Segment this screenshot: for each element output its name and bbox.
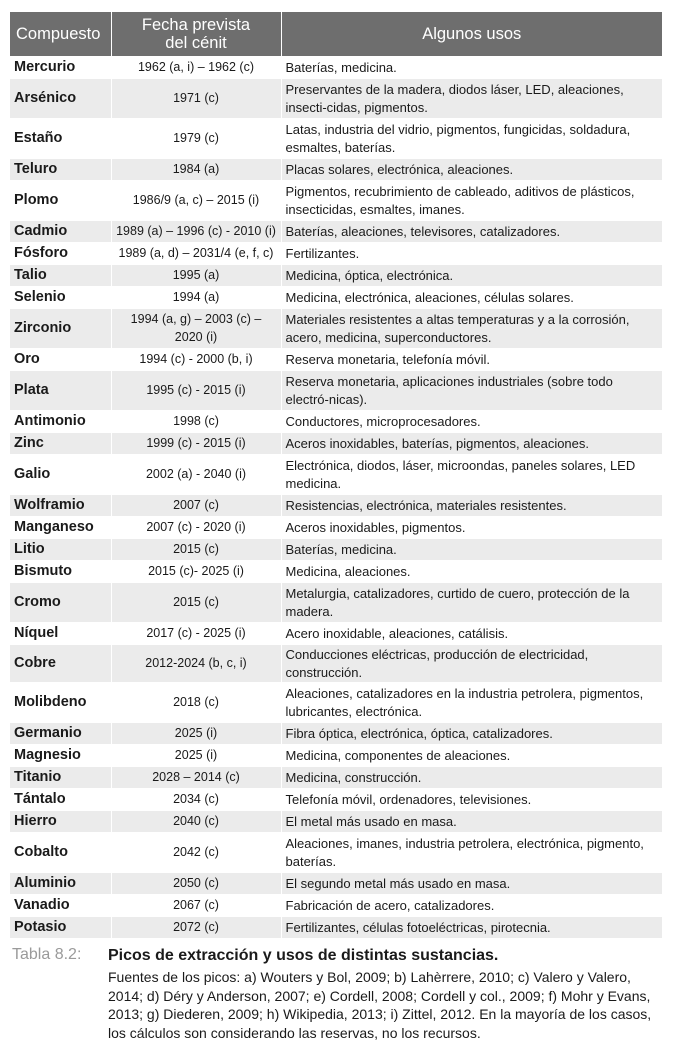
cell-date: 1989 (a, d) – 2031/4 (e, f, c) bbox=[111, 243, 281, 265]
cell-compound: Zinc bbox=[10, 433, 111, 455]
cell-compound: Vanadio bbox=[10, 895, 111, 917]
cell-compound: Cobre bbox=[10, 645, 111, 683]
table-row bbox=[10, 79, 662, 119]
cell-date: 2025 (i) bbox=[111, 745, 281, 767]
cell-date: 2040 (c) bbox=[111, 811, 281, 833]
cell-compound: Antimonio bbox=[10, 411, 111, 433]
cell-uses: Medicina, aleaciones. bbox=[281, 561, 662, 583]
cell-date: 2007 (c) - 2020 (i) bbox=[111, 517, 281, 539]
cell-uses: El segundo metal más usado en masa. bbox=[281, 873, 662, 895]
cell-date: 2012-2024 (b, c, i) bbox=[111, 645, 281, 683]
cell-compound: Cadmio bbox=[10, 221, 111, 243]
cell-uses: Medicina, componentes de aleaciones. bbox=[281, 745, 662, 767]
table-row bbox=[10, 895, 662, 917]
table-row bbox=[10, 539, 662, 561]
cell-uses: Placas solares, electrónica, aleaciones. bbox=[281, 159, 662, 181]
cell-uses: Fibra óptica, electrónica, óptica, catalizadores. bbox=[281, 723, 662, 745]
cell-date: 2015 (c) bbox=[111, 539, 281, 561]
table-row bbox=[10, 683, 662, 723]
table-row bbox=[10, 561, 662, 583]
cell-uses: Preservantes de la madera, diodos láser, LED, aleaciones, insecti-cidas, pigmentos. bbox=[281, 79, 662, 119]
table-row bbox=[10, 309, 662, 349]
cell-compound: Cobalto bbox=[10, 833, 111, 873]
cell-uses: Medicina, electrónica, aleaciones, células solares. bbox=[281, 287, 662, 309]
cell-uses: Conductores, microprocesadores. bbox=[281, 411, 662, 433]
table-row bbox=[10, 243, 662, 265]
table-row bbox=[10, 411, 662, 433]
cell-date: 2015 (c) bbox=[111, 583, 281, 623]
data-table bbox=[10, 12, 662, 938]
cell-date: 1994 (a) bbox=[111, 287, 281, 309]
table-row bbox=[10, 745, 662, 767]
cell-uses: Electrónica, diodos, láser, microondas, paneles solares, LED medicina. bbox=[281, 455, 662, 495]
table-row bbox=[10, 455, 662, 495]
cell-uses: Fabricación de acero, catalizadores. bbox=[281, 895, 662, 917]
cell-compound: Galio bbox=[10, 455, 111, 495]
cell-uses: Fertilizantes, células fotoeléctricas, pirotecnia. bbox=[281, 917, 662, 939]
cell-uses: Baterías, medicina. bbox=[281, 57, 662, 79]
table-row bbox=[10, 723, 662, 745]
cell-uses: Aceros inoxidables, baterías, pigmentos, aleaciones. bbox=[281, 433, 662, 455]
cell-date: 1986/9 (a, c) – 2015 (i) bbox=[111, 181, 281, 221]
cell-date: 1971 (c) bbox=[111, 79, 281, 119]
cell-compound: Hierro bbox=[10, 811, 111, 833]
cell-compound: Plomo bbox=[10, 181, 111, 221]
cell-uses: Medicina, construcción. bbox=[281, 767, 662, 789]
cell-compound: Aluminio bbox=[10, 873, 111, 895]
cell-uses: Reserva monetaria, telefonía móvil. bbox=[281, 349, 662, 371]
cell-date: 2025 (i) bbox=[111, 723, 281, 745]
header-date bbox=[111, 12, 281, 57]
cell-uses: Medicina, óptica, electrónica. bbox=[281, 265, 662, 287]
caption-label: Tabla 8.2: bbox=[12, 946, 82, 963]
cell-date: 2042 (c) bbox=[111, 833, 281, 873]
table-row bbox=[10, 371, 662, 411]
cell-compound: Estaño bbox=[10, 119, 111, 159]
cell-date: 1962 (a, i) – 1962 (c) bbox=[111, 57, 281, 79]
cell-date: 1999 (c) - 2015 (i) bbox=[111, 433, 281, 455]
header-row bbox=[10, 12, 662, 57]
table-header bbox=[10, 12, 662, 57]
cell-compound: Cromo bbox=[10, 583, 111, 623]
cell-date: 1998 (c) bbox=[111, 411, 281, 433]
cell-compound: Oro bbox=[10, 349, 111, 371]
caption-body bbox=[108, 946, 668, 1042]
cell-compound: Wolframio bbox=[10, 495, 111, 517]
cell-date: 2028 – 2014 (c) bbox=[111, 767, 281, 789]
cell-compound: Talio bbox=[10, 265, 111, 287]
cell-date: 1984 (a) bbox=[111, 159, 281, 181]
cell-compound: Litio bbox=[10, 539, 111, 561]
table-row bbox=[10, 265, 662, 287]
cell-date: 1989 (a) – 1996 (c) - 2010 (i) bbox=[111, 221, 281, 243]
cell-date: 2050 (c) bbox=[111, 873, 281, 895]
cell-date: 1995 (a) bbox=[111, 265, 281, 287]
table-row bbox=[10, 119, 662, 159]
table-row bbox=[10, 623, 662, 645]
cell-date: 2007 (c) bbox=[111, 495, 281, 517]
table-row bbox=[10, 181, 662, 221]
cell-compound: Plata bbox=[10, 371, 111, 411]
cell-uses: Materiales resistentes a altas temperaturas y a la corrosión, acero, medicina, superconductores. bbox=[281, 309, 662, 349]
cell-uses: Telefonía móvil, ordenadores, televisiones. bbox=[281, 789, 662, 811]
table-row bbox=[10, 221, 662, 243]
table-row bbox=[10, 583, 662, 623]
cell-date: 2017 (c) - 2025 (i) bbox=[111, 623, 281, 645]
cell-compound: Selenio bbox=[10, 287, 111, 309]
cell-uses: Pigmentos, recubrimiento de cableado, aditivos de plásticos, insecticidas, esmaltes, imanes. bbox=[281, 181, 662, 221]
cell-uses: Metalurgia, catalizadores, curtido de cuero, protección de la madera. bbox=[281, 583, 662, 623]
table-row bbox=[10, 517, 662, 539]
cell-uses: Conducciones eléctricas, producción de electricidad, construcción. bbox=[281, 645, 662, 683]
cell-date: 2072 (c) bbox=[111, 917, 281, 939]
cell-date: 2018 (c) bbox=[111, 683, 281, 723]
cell-compound: Magnesio bbox=[10, 745, 111, 767]
cell-date: 1994 (a, g) – 2003 (c) – 2020 (i) bbox=[111, 309, 281, 349]
cell-uses: Acero inoxidable, aleaciones, catálisis. bbox=[281, 623, 662, 645]
cell-compound: Fósforo bbox=[10, 243, 111, 265]
cell-uses: Reserva monetaria, aplicaciones industriales (sobre todo electró-nicas). bbox=[281, 371, 662, 411]
cell-uses: Aleaciones, catalizadores en la industria petrolera, pigmentos, lubricantes, electrónica. bbox=[281, 683, 662, 723]
cell-compound: Zirconio bbox=[10, 309, 111, 349]
cell-uses: Aceros inoxidables, pigmentos. bbox=[281, 517, 662, 539]
table-row bbox=[10, 159, 662, 181]
cell-uses: Baterías, medicina. bbox=[281, 539, 662, 561]
cell-date: 1994 (c) - 2000 (b, i) bbox=[111, 349, 281, 371]
cell-compound: Tántalo bbox=[10, 789, 111, 811]
table-row bbox=[10, 287, 662, 309]
table-row bbox=[10, 873, 662, 895]
cell-uses: Baterías, aleaciones, televisores, catalizadores. bbox=[281, 221, 662, 243]
caption-text: Fuentes de los picos: a) Wouters y Bol, 2009; b) Lahèrrere, 2010; c) Valero y Valero, 2014; d) Déry y Anderson, 2007; e) Cordell, 2008; Cordell y col., 2009; f) Mohr y Evans, 2013; g) Diederen, 2009; h) Wikipedia, 2013; i) Zittel, 2012. En la mayoría de los casos, los cálculos son considerando las reservas, no los recursos. bbox=[108, 969, 652, 1041]
caption-title: Picos de extracción y usos de distintas sustancias. bbox=[108, 947, 499, 964]
cell-compound: Manganeso bbox=[10, 517, 111, 539]
cell-compound: Arsénico bbox=[10, 79, 111, 119]
cell-compound: Bismuto bbox=[10, 561, 111, 583]
cell-compound: Potasio bbox=[10, 917, 111, 939]
table-row bbox=[10, 789, 662, 811]
cell-date: 2002 (a) - 2040 (i) bbox=[111, 455, 281, 495]
cell-uses: El metal más usado en masa. bbox=[281, 811, 662, 833]
table-row bbox=[10, 645, 662, 683]
table-row bbox=[10, 767, 662, 789]
table-container bbox=[10, 12, 662, 938]
cell-date: 2015 (c)- 2025 (i) bbox=[111, 561, 281, 583]
header-uses: Algunos usos bbox=[281, 12, 662, 57]
header-date-line2: del cénit bbox=[165, 34, 227, 52]
table-row bbox=[10, 349, 662, 371]
table-row bbox=[10, 57, 662, 79]
cell-uses: Fertilizantes. bbox=[281, 243, 662, 265]
header-date-line1: Fecha prevista bbox=[141, 16, 251, 34]
cell-compound: Teluro bbox=[10, 159, 111, 181]
cell-compound: Germanio bbox=[10, 723, 111, 745]
cell-date: 2034 (c) bbox=[111, 789, 281, 811]
cell-date: 1995 (c) - 2015 (i) bbox=[111, 371, 281, 411]
cell-compound: Níquel bbox=[10, 623, 111, 645]
cell-uses: Aleaciones, imanes, industria petrolera, electrónica, pigmento, baterías. bbox=[281, 833, 662, 873]
cell-uses: Resistencias, electrónica, materiales resistentes. bbox=[281, 495, 662, 517]
cell-date: 2067 (c) bbox=[111, 895, 281, 917]
cell-compound: Molibdeno bbox=[10, 683, 111, 723]
table-body bbox=[10, 57, 662, 939]
table-row bbox=[10, 917, 662, 939]
cell-compound: Mercurio bbox=[10, 57, 111, 79]
table-row bbox=[10, 833, 662, 873]
cell-date: 1979 (c) bbox=[111, 119, 281, 159]
header-compound: Compuesto bbox=[10, 12, 111, 57]
cell-compound: Titanio bbox=[10, 767, 111, 789]
table-row bbox=[10, 495, 662, 517]
table-row bbox=[10, 811, 662, 833]
cell-uses: Latas, industria del vidrio, pigmentos, fungicidas, soldadura, esmaltes, baterías. bbox=[281, 119, 662, 159]
table-row bbox=[10, 433, 662, 455]
